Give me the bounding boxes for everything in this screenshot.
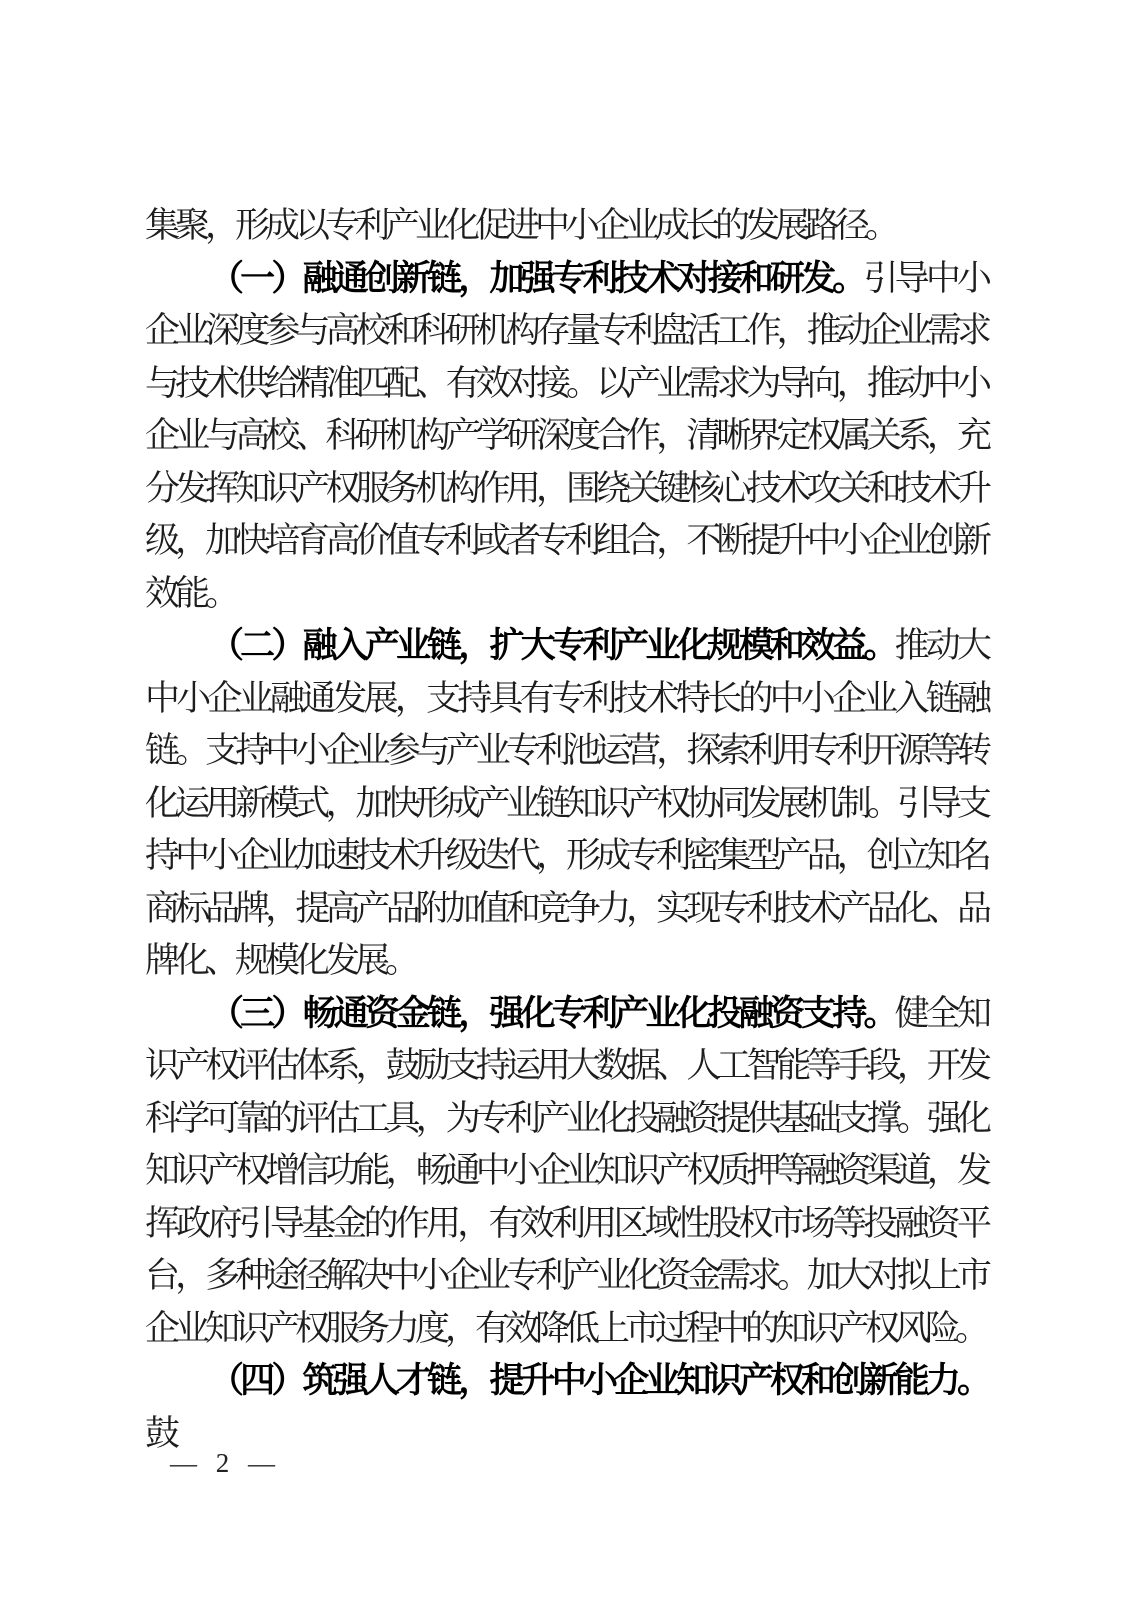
document-body: [145, 200, 987, 1460]
paragraph: [145, 253, 987, 621]
section-heading: （二）融入产业链，扩大专利产业化规模和效益。: [209, 626, 895, 665]
page-number: — 2 —: [170, 1448, 281, 1478]
paragraph: [145, 620, 987, 988]
text-run: 集聚，形成以专利产业化促进中小企业成长的发展路径。: [145, 206, 896, 245]
section-heading: （一）融通创新链，加强专利技术对接和研发。: [209, 258, 864, 298]
text-run: 推动大中小企业融通发展，支持具有专利技术特长的中小企业入链融链。支持中小企业参与产业专利池运营，探索利用专利开源等转化运用新模式，加快形成产业链知识产权协同发展机制。引导支持中小企业加速技术升级迭代，形成专利密集型产品，创立知名商标品牌，提高产品附加值和竞争力，实现专利技术产品化、品牌化、规模化发展。: [145, 626, 987, 980]
paragraph: [145, 1355, 987, 1460]
text-run: 引导中小企业深度参与高校和科研机构存量专利盘活工作，推动企业需求与技术供给精准匹配、有效对接。以产业需求为导向，推动中小企业与高校、科研机构产学研深度合作，清晰界定权属关系，充分发挥知识产权服务机构作用，围绕关键核心技术攻关和技术升级，加快培育高价值专利或者专利组合，不断提升中小企业创新效能。: [145, 258, 987, 613]
text-run: 健全知识产权评估体系，鼓励支持运用大数据、人工智能等手段，开发科学可靠的评估工具，为专利产业化投融资提供基础支撑。强化知识产权增信功能，畅通中小企业知识产权质押等融资渠道，发挥政府引导基金的作用，有效利用区域性股权市场等投融资平台，多种途径解决中小企业专利产业化资金需求。加大对拟上市企业知识产权服务力度，有效降低上市过程中的知识产权风险。: [145, 993, 987, 1348]
section-heading: （三）畅通资金链，强化专利产业化投融资支持。: [209, 993, 895, 1033]
section-heading: （四）筑强人才链，提升中小企业知识产权和创新能力。: [209, 1361, 987, 1400]
paragraph-continued: [145, 200, 987, 253]
paragraph: [145, 988, 987, 1356]
text-run: 鼓: [145, 1413, 176, 1453]
